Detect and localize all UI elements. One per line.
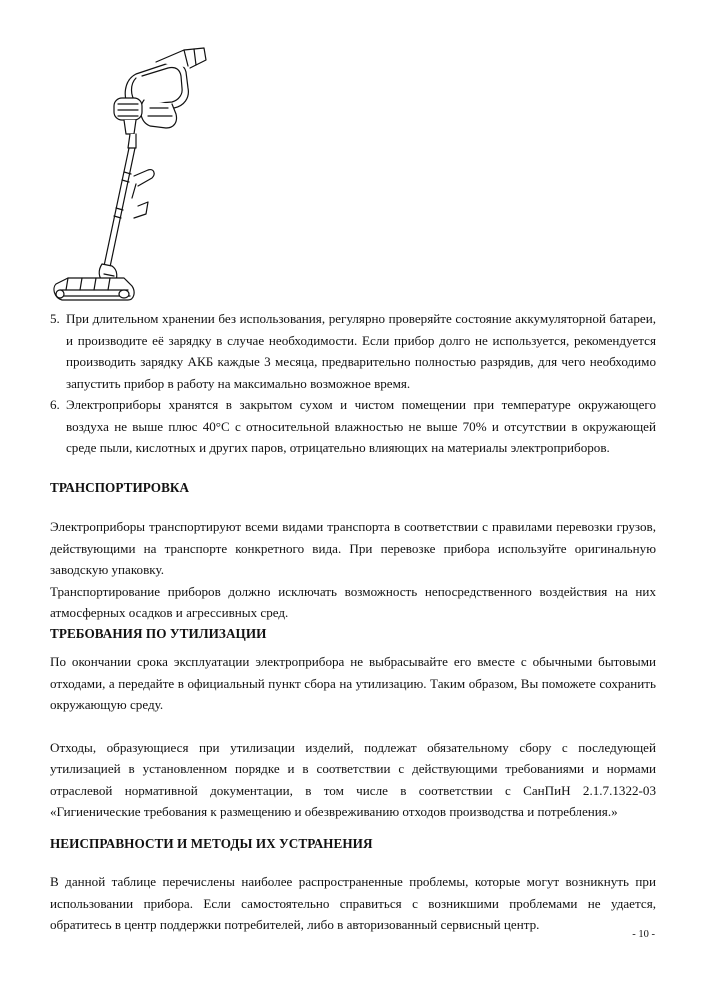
storage-list (50, 308, 656, 459)
transport-paragraph: Транспортирование приборов должно исключать возможность непосредственного воздействия на них атмосферных осадков и агрессивных сред. (50, 583, 656, 620)
disposal-heading: ТРЕБОВАНИЯ ПО УТИЛИЗАЦИИ (50, 626, 267, 641)
transport-section (50, 516, 656, 624)
list-item-number: 5. (50, 311, 60, 326)
disposal-paragraph: По окончании срока эксплуатации электроприбора не выбрасывайте его вместе с обычными бытовыми отходами, а передайте в официальный пункт сбора на утилизацию. Таким образом, Вы поможете сохранить окружающую среду. (50, 654, 656, 712)
vacuum-cleaner-illustration (38, 38, 223, 310)
vacuum-cleaner-icon (38, 38, 223, 310)
page-number: - 10 - (632, 929, 655, 940)
list-item (50, 394, 656, 459)
troubleshooting-paragraph: В данной таблице перечислены наиболее распространенные проблемы, которые могут возникнуть при использовании прибора. Если самостоятельно справиться с возникшими проблемами не удается, обратитесь в центр поддержки потребителей, либо в авторизованный сервисный центр. (50, 874, 656, 932)
troubleshooting-section (50, 871, 656, 936)
troubleshooting-heading: НЕИСПРАВНОСТИ И МЕТОДЫ ИХ УСТРАНЕНИЯ (50, 836, 373, 851)
transport-heading: ТРАНСПОРТИРОВКА (50, 480, 190, 495)
disposal-section (50, 651, 656, 823)
list-item (50, 308, 656, 394)
list-item-text: Электроприборы хранятся в закрытом сухом и чистом помещении при температуре окружающего воздуха не выше плюс 40°С с относительной влажностью не выше 70% и отсутствии в окружающей среде пыли, кислотных и других паров, отрицательно влияющих на материалы электроприборов. (66, 397, 656, 455)
transport-paragraph: Электроприборы транспортируют всеми видами транспорта в соответствии с правилами перевозки грузов, действующими на транспорте конкретного вида. При перевозке прибора используйте оригинальную заводскую упаковку. (50, 519, 656, 577)
list-item-text: При длительном хранении без использования, регулярно проверяйте состояние аккумуляторной батареи, и производите её зарядку в случае необходимости. Если прибор долго не используется, рекомендуется производить зарядку АКБ каждые 3 месяца, предварительно полностью разрядив, для чего необходимо запустить прибор в работу на максимально возможное время. (66, 311, 656, 391)
list-item-number: 6. (50, 397, 60, 412)
disposal-paragraph: Отходы, образующиеся при утилизации изделий, подлежат обязательному сбору с последующей утилизацией в установленном порядке и в соответствии с действующими требованиями и нормами отраслевой нормативной документации, в том числе в соответствии с СанПиН 2.1.7.1322-03 «Гигиенические требования к размещению и обезвреживанию отходов производства и потребления.» (50, 739, 656, 819)
